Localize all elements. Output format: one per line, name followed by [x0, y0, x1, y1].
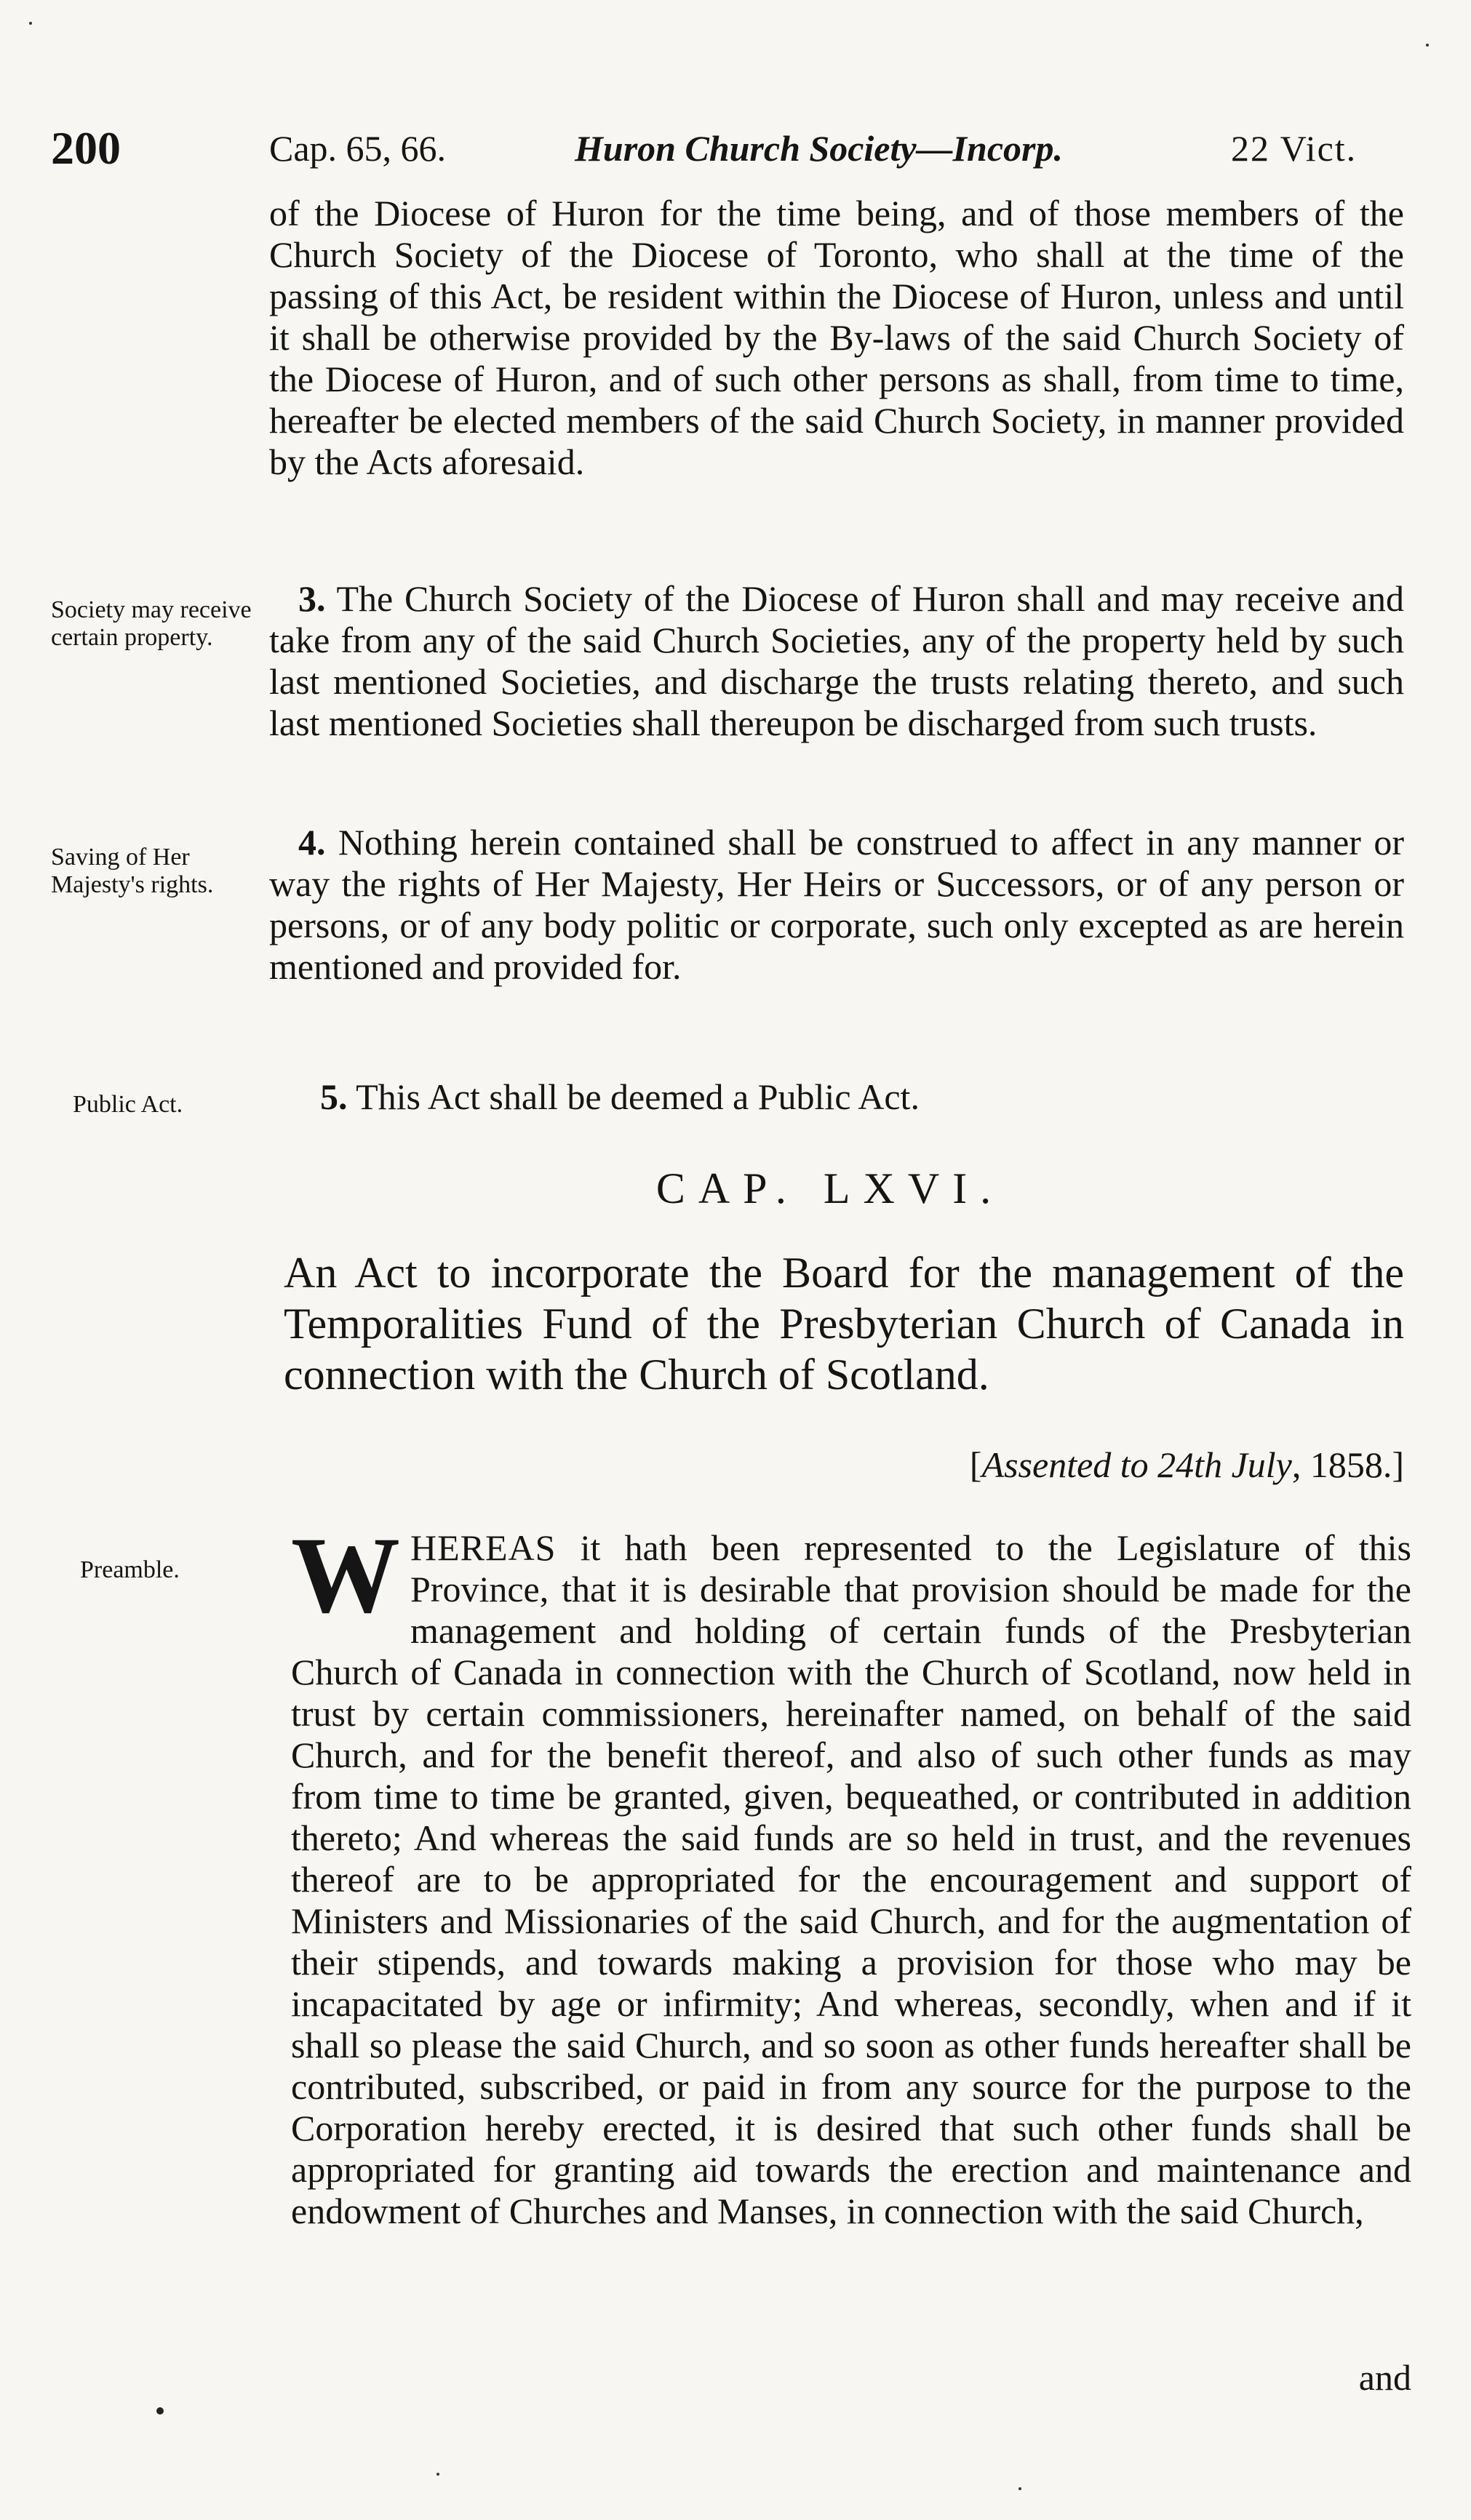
preamble-lead: HEREAS — [410, 1527, 557, 1568]
chapter-heading: CAP. LXVI. — [655, 1164, 1005, 1212]
margin-note-section-5: Public Act. — [73, 1091, 183, 1118]
assent-bracket: [ — [969, 1444, 982, 1485]
print-speck — [29, 22, 32, 25]
assent-rest: , 1858.] — [1291, 1444, 1404, 1485]
margin-note-preamble: Preamble. — [80, 1556, 180, 1583]
section-text: The Church Society of the Diocese of Huron shall and may receive and take from any of the said Church Societies, any of the property held by such last mentioned Societies, and discharge the trusts relating thereto, and such last mentioned Societies shall thereupon be discharged from such trusts. — [269, 578, 1404, 743]
section-number: 5. — [320, 1076, 348, 1117]
preamble-paragraph — [291, 1515, 1411, 2232]
preamble-text: it hath been represented to the Legislature of this Province, that it is desirable that provision should be made for the management and holding of certain funds of the Presbyterian Church of Canada in connection with the Church of Scotland, now held in trust by certain commissioners, hereinafter named, on behalf of the said Church, and for the benefit thereof, and also of such other funds as may from time to time be granted, given, bequeathed, or contributed in addition thereto; And whereas the said funds are so held in trust, and the revenues thereof are to be appropriated for the encouragement and support of Ministers and Missionaries of the said Church, and for the augmentation of their stipends, and towards making a provision for those who may be incapacitated by age or infirmity; And whereas, secondly, when and if it shall so please the said Church, and so soon as other funds hereafter shall be contributed, subscribed, or paid in from any source for the purpose to the Corporation hereby erected, it is desired that such other funds shall be appropriated for granting aid towards the erection and maintenance and endowment of Churches and Manses, in connection with the said Church, — [291, 1527, 1411, 2231]
margin-note-section-3: Society may receive certain property. — [51, 596, 252, 651]
chapter-reference: Cap. 65, 66. — [269, 128, 447, 169]
print-speck — [1426, 44, 1429, 47]
act-title: An Act to incorporate the Board for the management of the Temporalities Fund of the Presbyterian Church of Canada in connection with the Church of Scotland. — [284, 1249, 1404, 1399]
drop-cap: W — [291, 1515, 400, 1636]
catchword: and — [1358, 2357, 1411, 2398]
section-number: 4. — [298, 822, 326, 863]
running-header — [51, 124, 1404, 182]
margin-note-section-4: Saving of Her Majesty's rights. — [51, 844, 214, 898]
section-text: This Act shall be deemed a Public Act. — [356, 1076, 920, 1117]
running-title: Huron Church Society—Incorp. — [575, 128, 1063, 169]
page-number: 200 — [51, 122, 121, 174]
assent-date — [829, 1444, 1404, 1486]
print-speck — [1018, 2487, 1021, 2490]
print-speck — [436, 2473, 439, 2476]
section-5 — [269, 1076, 1404, 1118]
section-4 — [269, 822, 1404, 988]
regnal-year: 22 Vict. — [1231, 128, 1358, 169]
continuation-paragraph: of the Diocese of Huron for the time being, and of those members of the Church Society of the Diocese of Toronto, who shall at the time of the passing of this Act, be resident within the Diocese of Huron, unless and until it shall be otherwise provided by the By-laws of the said Church Society of the Diocese of Huron, and of such other persons as shall, from time to time, hereafter be elected members of the said Church Society, in manner provided by the Acts aforesaid. — [269, 193, 1404, 482]
print-speck — [156, 2407, 164, 2415]
section-3 — [269, 578, 1404, 744]
assent-italic: Assented to 24th July — [981, 1444, 1292, 1485]
section-number: 3. — [298, 578, 326, 619]
section-text: Nothing herein contained shall be construed to affect in any manner or way the rights of Her Majesty, Her Heirs or Successors, or of any person or persons, or of any body politic or corporate, such only excepted as are herein mentioned and provided for. — [269, 822, 1405, 987]
